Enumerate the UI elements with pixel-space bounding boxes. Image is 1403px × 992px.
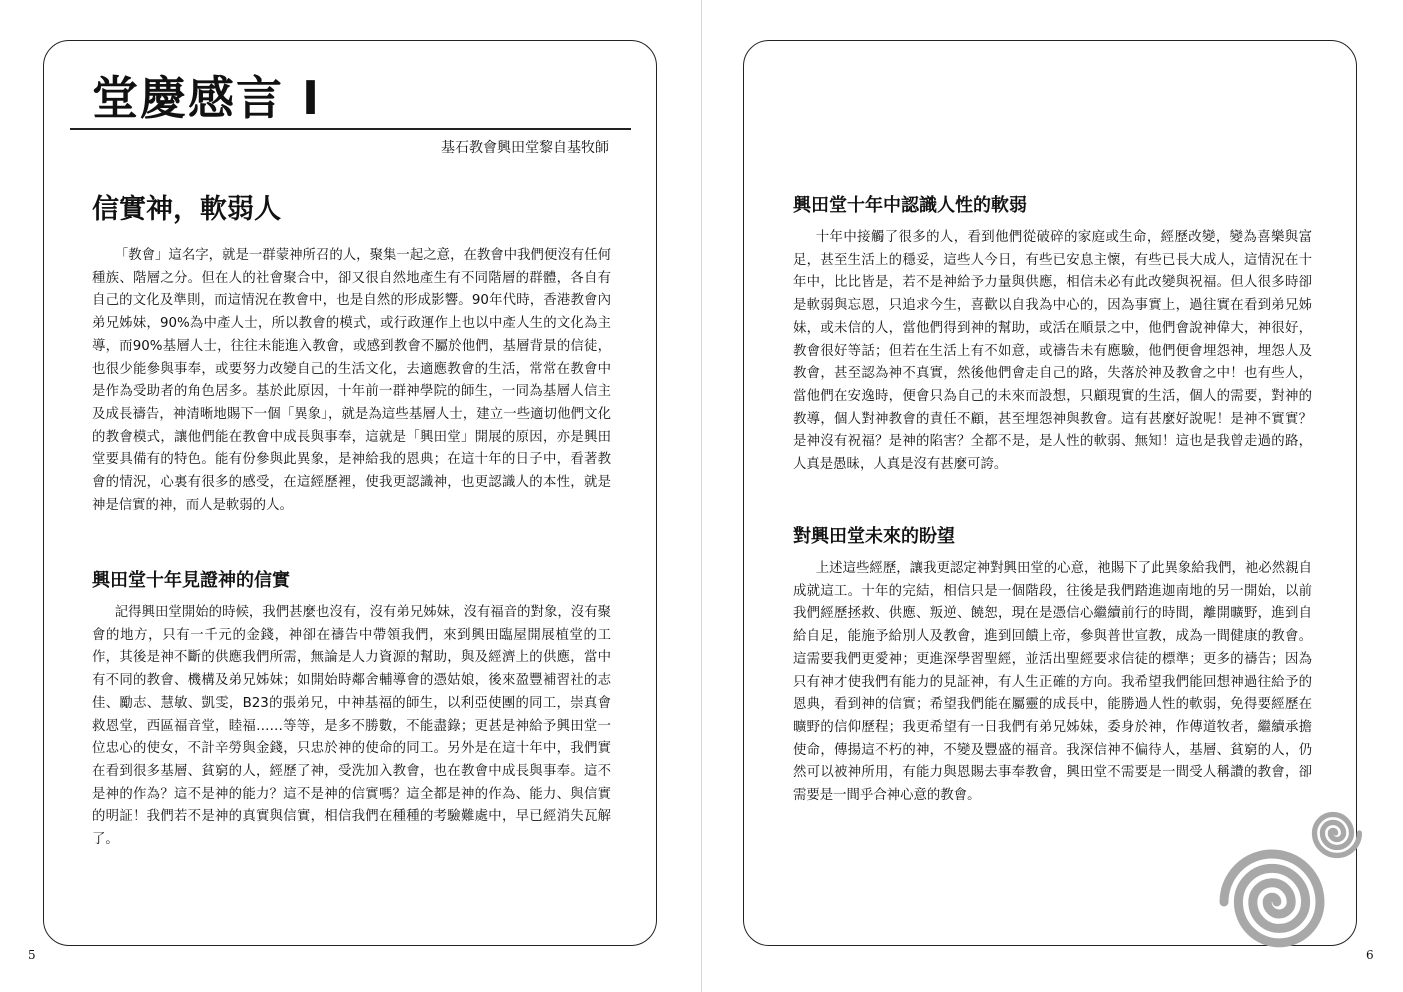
left-paragraph-2: 記得興田堂開始的時候，我們甚麼也沒有，沒有弟兄姊妹，沒有福音的對象，沒有聚會的地方，只有一千元的金錢，神卻在禱告中帶領我們，來到興田臨屋開展植堂的工作，其後是神不斷的供應我們所需，無論是人力資源的幫助，與及經濟上的供應，當中有不同的教會、機構及弟兄姊妹；如開始時鄰舍輔導會的憑姑娘，後來盈豐補習社的志佳、勵志、慧敏、凱雯，B23的張弟兄，中神基福的師生，以利亞使團的同工，崇真會救恩堂，西區福音堂，睦福……等等，是多不勝數，不能盡錄；更甚是神給予興田堂一位忠心的使女，不計辛勞與金錢，只忠於神的使命的同工。另外是在這十年中，我們實在看到很多基層、貧窮的人，經歷了神，受洗加入教會，也在教會中成長與事奉。這不是神的作為？這不是神的能力？這不是神的信實嗎？這全都是神的作為、能力、與信實的明証！我們若不是神的真實與信實，相信我們在種種的考驗難處中，早已經消失瓦解了。: [92, 605, 611, 848]
main-heading: 信實神，軟弱人: [92, 194, 281, 225]
spiral-icon: [1212, 842, 1332, 962]
chapter-title: 堂慶感言 I: [92, 71, 322, 125]
left-paragraph-1: 「教會」這名字，就是一群蒙神所召的人，聚集一起之意，在教會中我們便沒有任何種族、階層之分。但在人的社會聚合中，卻又很自然地產生有不同階層的群體，各自有自己的文化及準則，而這情況在教會中，也是自然的形成影響。90年代時，香港教會內弟兄姊妹，90%為中產人士，所以教會的模式，或行政運作上也以中產人生的文化為主導，而90%基層人士，往往未能進入教會，或感到教會不屬於他們，基層背景的信徒，也很少能參與事奉，或要努力改變自己的生活文化，去適應教會的生活，常常在教會中是作為受助者的角色居多。基於此原因，十年前一群神學院的師生，一同為基層人信主及成長禱告，神清晰地賜下一個「異象」，就是為這些基層人士，建立一些適切他們文化的教會模式，讓他們能在教會中成長與事奉，這就是「興田堂」開展的原因，亦是興田堂要具備有的特色。能有份參與此異象，是神給我的恩典；在這十年的日子中，看著教會的情況，心裏有很多的感受，在這經歷裡，使我更認識神，也更認識人的本性，就是神是信實的神，而人是軟弱的人。: [92, 248, 611, 513]
right-page-frame: [743, 40, 1357, 946]
section-heading-weakness: 興田堂十年中認識人性的軟弱: [793, 195, 1027, 216]
right-paragraph-2: 上述這些經歷，讓我更認定神對興田堂的心意，祂賜下了此異象給我們，祂必然親自成就這工。十年的完結，相信只是一個階段，往後是我們踏進迦南地的另一開始，以前我們經歷拯救、供應、叛逆、饒恕，現在是憑信心繼續前行的時間，離開曠野，進到自給自足，能施予給別人及教會，進到回饋上帝，參與普世宣教，成為一間健康的教會。這需要我們更愛神；更進深學習聖經，並活出聖經要求信徒的標準；更多的禱告；因為只有神才使我們有能力的見証神，有人生正確的方向。我希望我們能回想神過往給予的恩典，看到神的信實；希望我們能在屬靈的成長中，能勝過人性的軟弱，免得要經歷在曠野的信仰歷程；我更希望有一日我們有弟兄姊妹，委身於神，作傳道牧者，繼續承擔使命，傳揚這不朽的神，不變及豐盛的福音。我深信神不偏待人，基層、貧窮的人，仍然可以被神所用，有能力與恩賜去事奉教會，興田堂不需要是一間受人稱讚的教會，卻需要是一間乎合神心意的教會。: [793, 561, 1312, 804]
title-underline: [70, 128, 631, 130]
page-number-right: 6: [1366, 948, 1374, 962]
section-heading-testimony: 興田堂十年見證神的信實: [92, 570, 290, 591]
right-paragraph-1: 十年中接觸了很多的人，看到他們從破碎的家庭或生命，經歷改變，變為喜樂與富足，甚至生活上的穩妥，這些人今日，有些已安息主懷，有些已長大成人，這情況在十年中，比比皆是，若不是神給予力量與供應，相信未必有此改變與祝福。但人很多時卻是軟弱與忘恩，只追求今生，喜歡以自我為中心的，因為事實上，過往實在看到弟兄姊妹，或未信的人，當他們得到神的幫助，或活在順景之中，他們會說神偉大，神很好，教會很好等話；但若在生活上有不如意，或禱告未有應驗，他們便會埋怨神，埋怨人及教會，甚至認為神不真實，然後他們會走自己的路，失落於神及教會之中！也有些人，當他們在安逸時，便會只為自己的未來而設想，只顧現實的生活，個人的需要，對神的教導，個人對神教會的責任不顧，甚至埋怨神與教會。這有甚麼好說呢！是神不實實？是神沒有祝福？是神的陷害？全都不是，是人性的軟弱、無知！這也是我曾走過的路，人真是愚昧，人真是沒有甚麼可誇。: [793, 230, 1312, 473]
page-number-left: 5: [28, 948, 36, 962]
author-byline: 基石教會興田堂黎自基牧師: [441, 140, 609, 156]
section-heading-hope: 對興田堂未來的盼望: [793, 526, 955, 547]
book-spine: [701, 0, 702, 992]
